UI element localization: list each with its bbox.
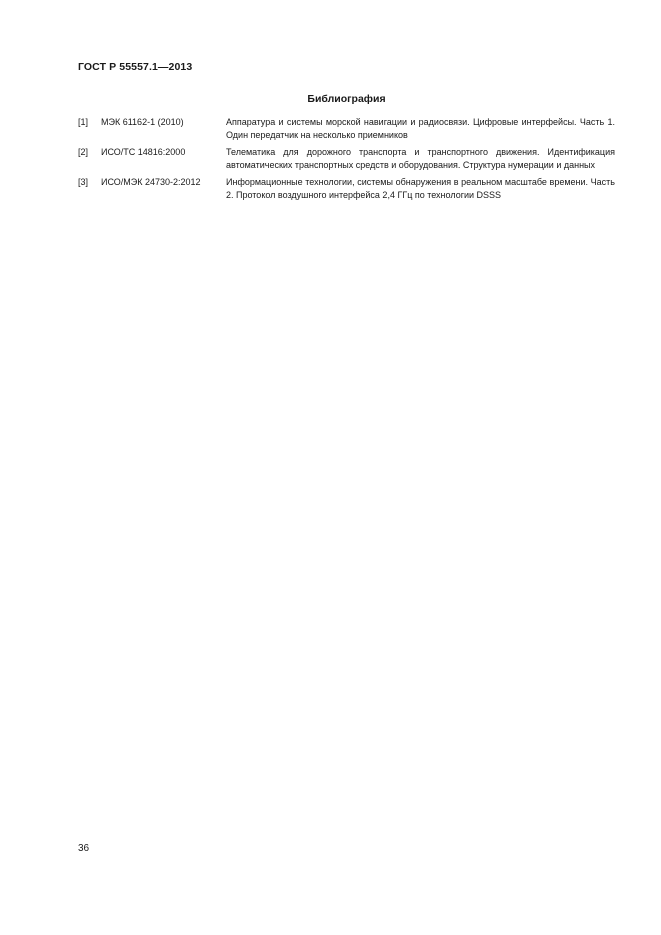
entry-standard-code: ИСО/МЭК 24730-2:2012 (101, 177, 201, 188)
entry-number: [3] (78, 177, 89, 188)
entry-title: Телематика для дорожного транспорта и транспортного движения. Идентификация автоматических транспортных средств и оборудования. Структура нумерации и данных (226, 147, 615, 170)
entry-number: [1] (78, 117, 89, 127)
section-title: Библиография (307, 93, 386, 105)
entry-number: [2] (78, 147, 89, 158)
bibliography-list (78, 116, 615, 207)
bibliography-entry (78, 116, 615, 141)
document-header: ГОСТ Р 55557.1—2013 (78, 61, 193, 73)
entry-standard-code: МЭК 61162-1 (2010) (101, 117, 184, 127)
entry-title: Аппаратура и системы морской навигации и радиосвязи. Цифровые интерфейсы. Часть 1. Один передатчик на несколько приемников (226, 117, 615, 140)
entry-standard-code: ИСО/ТС 14816:2000 (101, 147, 186, 158)
entry-title: Информационные технологии, системы обнаружения в реальном масштабе времени. Часть 2. Протокол воздушного интерфейса 2,4 ГГц по технологии DSSS (226, 177, 615, 200)
page-number: 36 (78, 843, 90, 854)
bibliography-entry (78, 146, 615, 171)
bibliography-entry (78, 176, 615, 201)
